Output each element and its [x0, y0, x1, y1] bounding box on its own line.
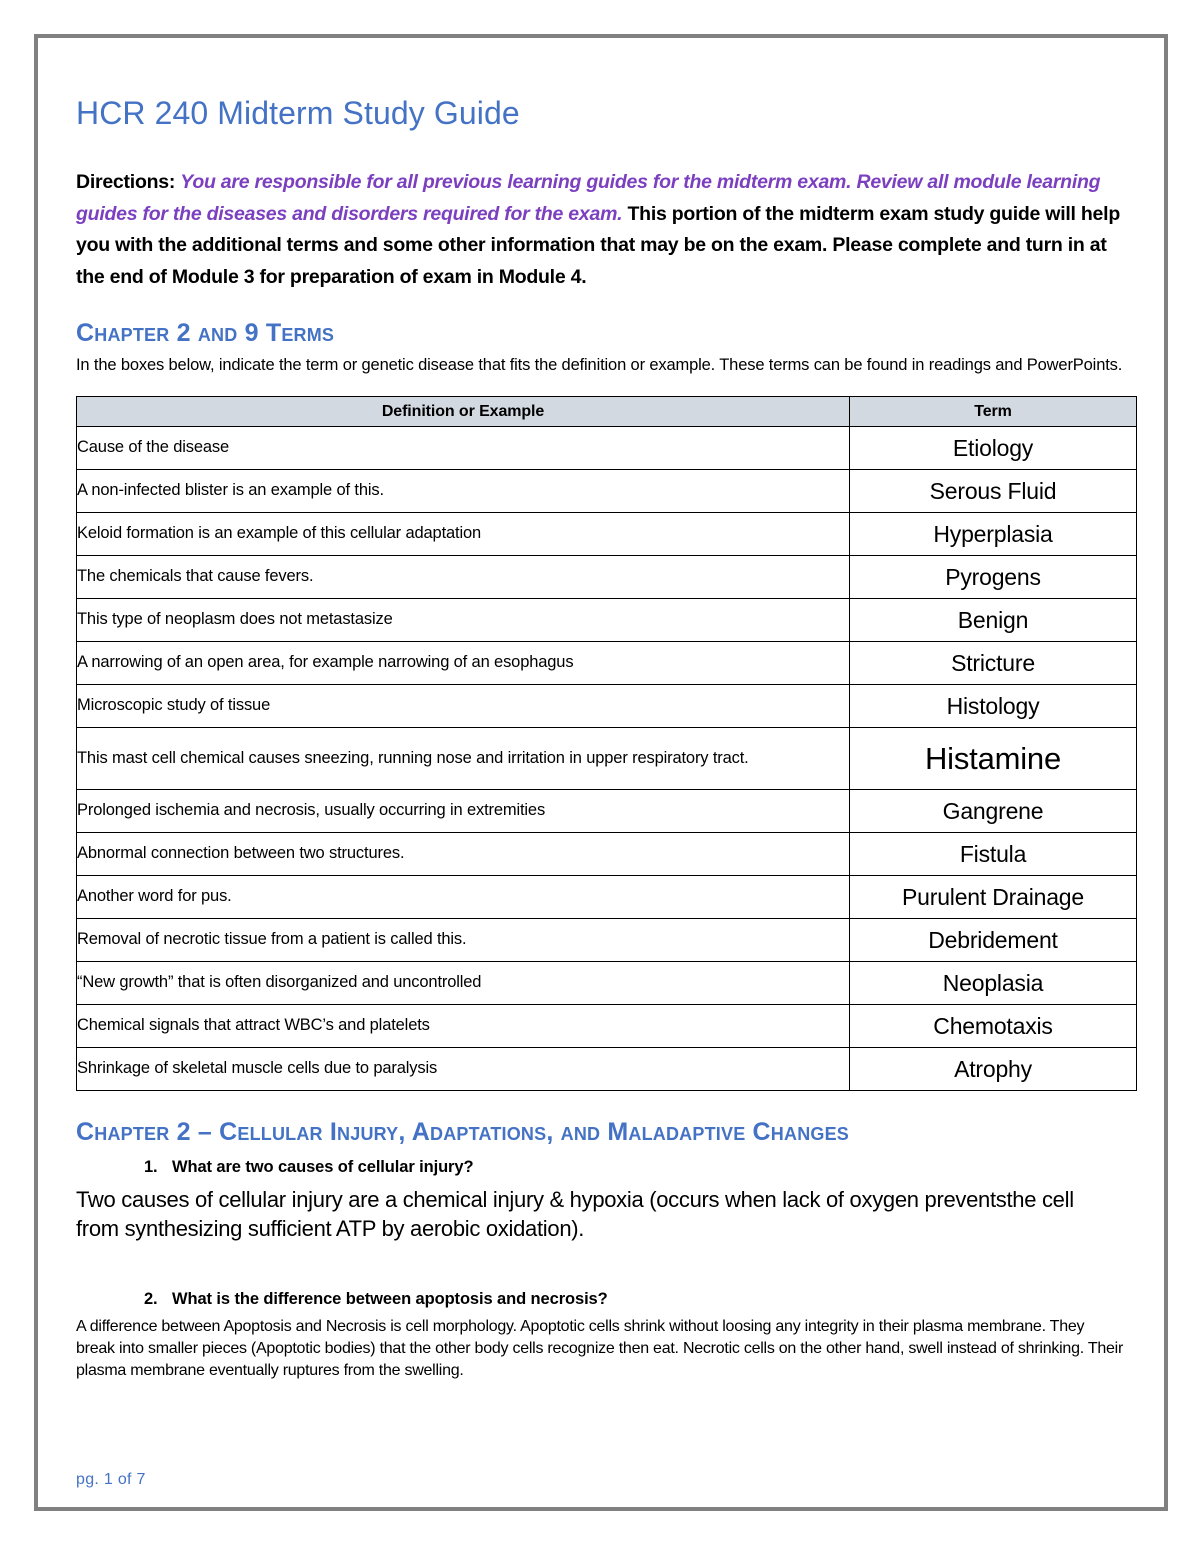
directions-paragraph	[76, 167, 1138, 293]
table-row	[77, 642, 1137, 685]
answer-text-1: Two causes of cellular injury are a chemical injury & hypoxia (occurs when lack of oxygen preventsthe cell from synthesizing sufficient ATP by aerobic oxidation).	[76, 1186, 1074, 1241]
section-intro-terms: In the boxes below, indicate the term or genetic disease that fits the definition or example. These terms can be found in readings and PowerPoints.	[76, 356, 1123, 374]
table-row	[77, 962, 1137, 1005]
table-row	[77, 790, 1137, 833]
definition-cell: Microscopic study of tissue	[77, 685, 850, 728]
question-item: 1. What are two causes of cellular injury?	[162, 1153, 1148, 1181]
definition-cell: A narrowing of an open area, for example narrowing of an esophagus	[77, 642, 850, 685]
term-cell: Pyrogens	[850, 556, 1137, 599]
term-cell: Debridement	[850, 919, 1137, 962]
term-cell: Hyperplasia	[850, 513, 1137, 556]
definition-cell: Another word for pus.	[77, 876, 850, 919]
definition-cell: This type of neoplasm does not metastasize	[77, 599, 850, 642]
column-header-definition: Definition or Example	[77, 397, 850, 427]
spacer	[76, 1243, 1148, 1279]
term-cell: Chemotaxis	[850, 1005, 1137, 1048]
directions-emphasis: You are responsible for all previous learning guides for the midterm exam. Review all module learning guides for the diseases and disorders required for the exam.	[76, 171, 1101, 225]
directions-label: Directions:	[76, 171, 176, 194]
table-row	[77, 599, 1137, 642]
section-heading-terms: Chapter 2 and 9 Terms	[76, 318, 335, 347]
term-cell: Benign	[850, 599, 1137, 642]
definition-cell: The chemicals that cause fevers.	[77, 556, 850, 599]
table-row	[77, 556, 1137, 599]
table-row	[77, 833, 1137, 876]
table-row	[77, 728, 1137, 790]
table-row	[77, 513, 1137, 556]
table-row	[77, 470, 1137, 513]
term-cell: Histamine	[850, 728, 1137, 790]
answer-text-2: A difference between Apoptosis and Necrosis is cell morphology. Apoptotic cells shrink without loosing any integrity in their plasma membrane. They break into smaller pieces (Apoptotic bodies) that the other body cells recognize then eat. Necrotic cells on the other hand, swell instead of shrinking. Their plasma membrane eventually ruptures from the swelling.	[76, 1318, 1124, 1379]
definition-cell: A non-infected blister is an example of this.	[77, 470, 850, 513]
term-cell: Fistula	[850, 833, 1137, 876]
term-cell: Stricture	[850, 642, 1137, 685]
term-cell: Gangrene	[850, 790, 1137, 833]
definition-cell: Removal of necrotic tissue from a patient is called this.	[77, 919, 850, 962]
table-row	[77, 1005, 1137, 1048]
definition-cell: Shrinkage of skeletal muscle cells due to paralysis	[77, 1048, 850, 1091]
question-list-1	[76, 1153, 1148, 1181]
table-row	[77, 919, 1137, 962]
column-header-term: Term	[850, 397, 1137, 427]
page-footer: pg. 1 of 7	[76, 1471, 146, 1488]
section-heading-chapter2: Chapter 2 – Cellular Injury, Adaptations, and Maladaptive Changes	[76, 1118, 850, 1147]
definition-cell: “New growth” that is often disorganized and uncontrolled	[77, 962, 850, 1005]
table-header-row	[77, 397, 1137, 427]
table-row	[77, 685, 1137, 728]
term-cell: Atrophy	[850, 1048, 1137, 1091]
term-cell: Purulent Drainage	[850, 876, 1137, 919]
definition-cell: Prolonged ischemia and necrosis, usually occurring in extremities	[77, 790, 850, 833]
definition-cell: Cause of the disease	[77, 427, 850, 470]
term-cell: Histology	[850, 685, 1137, 728]
question-list-2	[76, 1285, 1148, 1313]
terms-table	[76, 396, 1137, 1091]
page-content	[76, 74, 1148, 1512]
question-item: 2. What is the difference between apoptosis and necrosis?	[162, 1285, 1148, 1313]
term-cell: Serous Fluid	[850, 470, 1137, 513]
table-row	[77, 427, 1137, 470]
table-row	[77, 1048, 1137, 1091]
term-cell: Etiology	[850, 427, 1137, 470]
page-frame	[34, 34, 1168, 1511]
definition-cell: Chemical signals that attract WBC’s and platelets	[77, 1005, 850, 1048]
definition-cell: Keloid formation is an example of this cellular adaptation	[77, 513, 850, 556]
table-row	[77, 876, 1137, 919]
directions-rest: This portion of the midterm exam study guide will help you with the additional terms and some other information that may be on the exam. Please complete and turn in at the end of Module 3 for preparation of exam in Module 4.	[76, 202, 1120, 288]
term-cell: Neoplasia	[850, 962, 1137, 1005]
definition-cell: Abnormal connection between two structures.	[77, 833, 850, 876]
page-title: HCR 240 Midterm Study Guide	[76, 95, 520, 131]
definition-cell: This mast cell chemical causes sneezing, running nose and irritation in upper respiratory tract.	[77, 728, 850, 790]
